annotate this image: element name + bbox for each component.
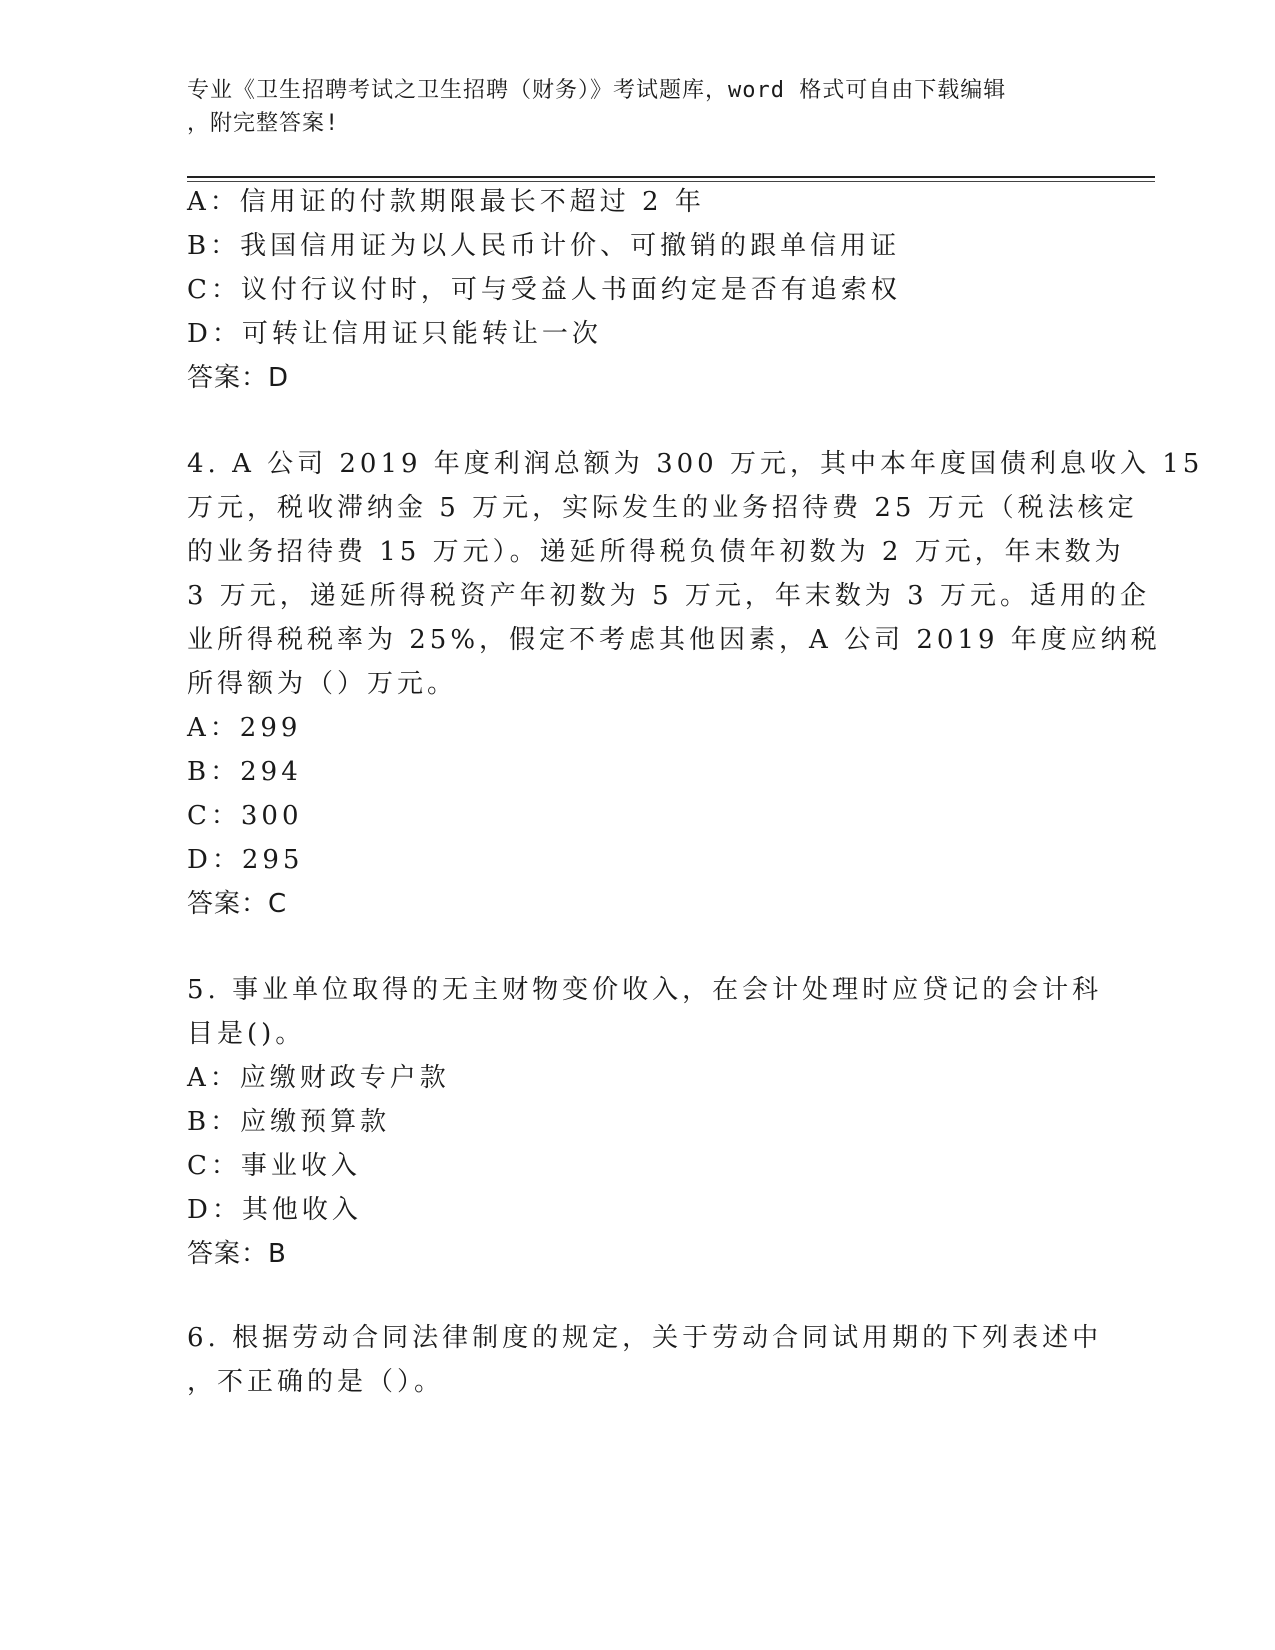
header-line-2: ，附完整答案!: [187, 111, 340, 136]
q4-stem-line-6: 所得额为（）万元。: [187, 669, 458, 699]
q3-answer: 答案：D: [187, 363, 290, 393]
q5-option-a: A：应缴财政专户款: [187, 1063, 450, 1093]
q4-option-d: D：295: [187, 845, 304, 875]
q4-option-a: A：299: [187, 713, 302, 743]
q5-answer: 答案：B: [187, 1239, 287, 1269]
header-line-1: 专业《卫生招聘考试之卫生招聘（财务）》考试题库，word 格式可自由下载编辑: [187, 78, 1007, 103]
q3-option-d: D：可转让信用证只能转让一次: [187, 319, 602, 349]
q4-stem-line-3: 的业务招待费 15 万元）。递延所得税负债年初数为 2 万元，年末数为: [187, 537, 1125, 567]
document-header: [187, 74, 1087, 140]
q3-option-c: C：议付行议付时，可与受益人书面约定是否有追索权: [187, 275, 901, 305]
header-divider-thick: [187, 176, 1155, 178]
q4-stem-line-5: 业所得税税率为 25%，假定不考虑其他因素，A 公司 2019 年度应纳税: [187, 625, 1161, 655]
q5-option-c: C：事业收入: [187, 1151, 361, 1181]
q6-stem-line-1: 6. 根据劳动合同法律制度的规定，关于劳动合同试用期的下列表述中: [187, 1323, 1103, 1353]
q5-option-d: D：其他收入: [187, 1195, 362, 1225]
q4-option-b: B：294: [187, 757, 302, 787]
q5-stem-line-1: 5. 事业单位取得的无主财物变价收入，在会计处理时应贷记的会计科: [187, 975, 1103, 1005]
q4-answer: 答案：C: [187, 889, 288, 919]
q4-stem-line-2: 万元，税收滞纳金 5 万元，实际发生的业务招待费 25 万元（税法核定: [187, 493, 1138, 523]
q3-option-a: A：信用证的付款期限最长不超过 2 年: [187, 187, 705, 217]
q4-stem-line-4: 3 万元，递延所得税资产年初数为 5 万元，年末数为 3 万元。适用的企: [187, 581, 1150, 611]
q5-option-b: B：应缴预算款: [187, 1107, 391, 1137]
q5-stem-line-2: 目是()。: [187, 1019, 306, 1049]
header-divider-thin: [187, 181, 1155, 182]
q4-stem-line-1: 4. A 公司 2019 年度利润总额为 300 万元，其中本年度国债利息收入 15: [187, 449, 1204, 479]
q3-option-b: B：我国信用证为以人民币计价、可撤销的跟单信用证: [187, 231, 901, 261]
q6-stem-line-2: ，不正确的是（）。: [187, 1367, 445, 1397]
q4-option-c: C：300: [187, 801, 303, 831]
